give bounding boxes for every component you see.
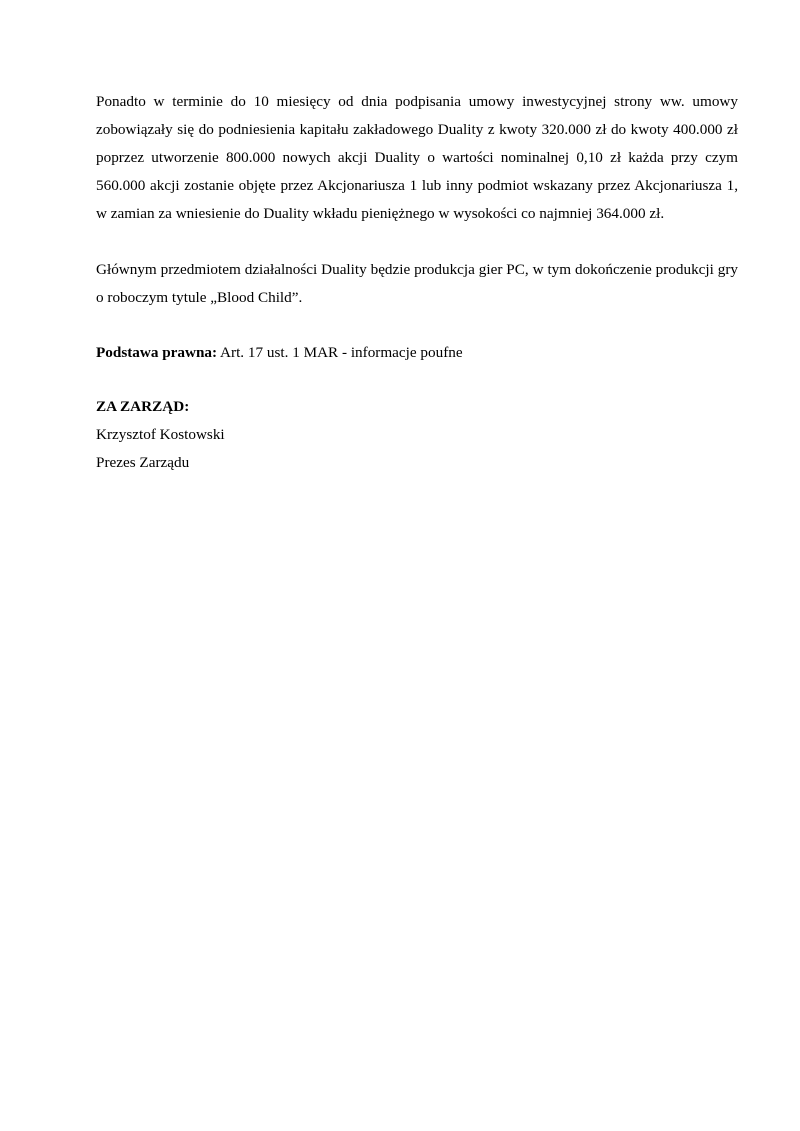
document-page — [96, 88, 738, 477]
signatory-name: Krzysztof Kostowski — [96, 426, 225, 443]
legal-basis — [96, 339, 738, 367]
paragraph-capital-increase: Ponadto w terminie do 10 miesięcy od dnia podpisania umowy inwestycyjnej strony ww. umowy zobowiązały się do podniesienia kapitału zakładowego Duality z kwoty 320.000 zł do kwoty 400.000 zł poprzez utworzenie 800.000 nowych akcji Duality o wartości nominalnej 0,10 zł każda przy czym 560.000 akcji zostanie objęte przez Akcjonariusza 1 lub inny podmiot wskazany przez Akcjonariusza 1, w zamian za wniesienie do Duality wkładu pieniężnego w wysokości co najmniej 364.000 zł. — [96, 93, 738, 222]
signatory-title: Prezes Zarządu — [96, 454, 190, 471]
legal-basis-label: Podstawa prawna: — [96, 344, 218, 361]
signature-block — [96, 393, 738, 477]
legal-basis-text: Art. 17 ust. 1 MAR - informacje poufne — [217, 344, 463, 361]
signature-heading: ZA ZARZĄD: — [96, 398, 190, 415]
paragraph-business-activity: Głównym przedmiotem działalności Duality będzie produkcja gier PC, w tym dokończenie produkcji gry o roboczym tytule „Blood Child”. — [96, 261, 738, 306]
